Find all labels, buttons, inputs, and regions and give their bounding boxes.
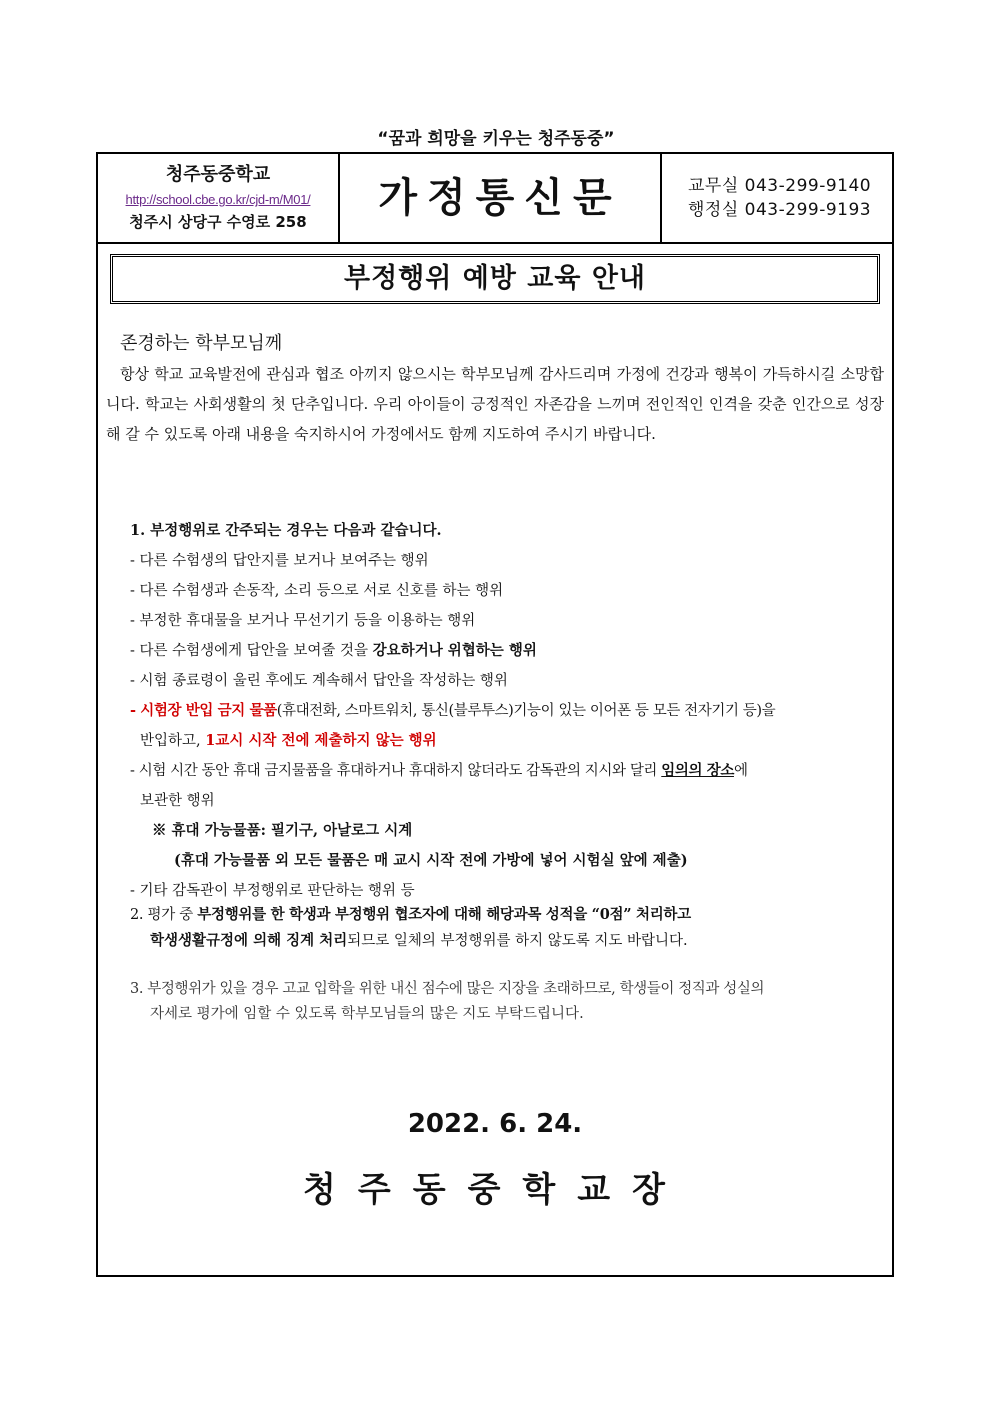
intro-paragraph: 항상 학교 교육발전에 관심과 협조 아끼지 않으시는 학부모님께 감사드리며 가정에 건강과 행복이 가득하시길 소망합니다. 학교는 사회생활의 첫 단추입니다. 우리 아이들이 긍정적인 자존감을 느끼며 전인적인 인격을 갖춘 인간으로 성장해 갈 수 있도록 아래 내용을 숙지하시어 가정에서도 함께 지도하여 주시기 바랍니다. xyxy=(106,365,884,443)
contact-cell xyxy=(662,154,892,242)
section2-text: 평가 중 xyxy=(147,907,198,923)
letterhead xyxy=(98,154,892,244)
list-item-text: 에 xyxy=(733,763,748,779)
newsletter-title-cell xyxy=(340,154,662,242)
newsletter-title: 가정통신문 xyxy=(378,175,622,221)
section2 xyxy=(106,902,884,954)
section3 xyxy=(106,977,884,1027)
school-motto: “꿈과 희망을 키우는 청주동중” xyxy=(377,129,615,149)
list-item: - 시험 종료령이 울린 후에도 계속해서 답안을 작성하는 행위 xyxy=(130,673,508,689)
principal-signature: 청주동중학교장 xyxy=(303,1170,687,1210)
list-item-text: - 시험 시간 동안 휴대 금지물품을 휴대하거나 휴대하지 않더라도 감독관의 지시와 달리 xyxy=(130,763,662,779)
section1-heading: 1. 부정행위로 간주되는 경우는 다음과 같습니다. xyxy=(130,522,442,539)
notice-title-box xyxy=(110,254,880,304)
phone-office: 교무실 043-299-9140 xyxy=(688,176,872,196)
list-item-continuation: 보관한 행위 xyxy=(140,793,215,809)
school-address: 청주시 상당구 수영로 258 xyxy=(129,213,307,231)
list-item xyxy=(106,756,884,786)
section2-emphasis: 부정행위를 한 학생과 부정행위 협조자에 대해 해당과목 성적을 “0점” 처리하고 xyxy=(197,906,691,923)
allowed-items-detail: (휴대 가능물품 외 모든 물품은 매 교시 시작 전에 가방에 넣어 시험실 앞에 제출) xyxy=(174,852,688,869)
list-item: - 부정한 휴대물을 보거나 무선기기 등을 이용하는 행위 xyxy=(130,613,476,629)
school-info-cell xyxy=(98,154,340,242)
notice-title: 부정행위 예방 교육 안내 xyxy=(343,263,647,294)
section2-line1 xyxy=(106,902,884,928)
violation-list xyxy=(106,516,884,906)
salutation: 존경하는 학부모님께 xyxy=(120,333,283,354)
list-item: - 다른 수험생과 손동작, 소리 등으로 서로 신호를 하는 행위 xyxy=(130,583,504,599)
list-item-emphasis: 1교시 시작 전에 제출하지 않는 행위 xyxy=(205,732,437,749)
list-item-text: 반입하고, xyxy=(140,733,206,749)
school-name: 청주동중학교 xyxy=(165,164,271,185)
document-frame xyxy=(96,152,894,1277)
list-item xyxy=(106,696,884,726)
section3-line2: 자세로 평가에 임할 수 있도록 학부모님들의 많은 지도 부탁드립니다. xyxy=(150,1006,584,1022)
list-item: - 다른 수험생의 답안지를 보거나 보여주는 행위 xyxy=(130,553,429,569)
section2-number: 2. xyxy=(130,907,148,923)
phone-admin: 행정실 043-299-9193 xyxy=(688,200,872,220)
list-item-emphasis: 시험장 반입 금지 물품 xyxy=(140,702,277,719)
section2-line2 xyxy=(106,928,884,954)
allowed-items-note: ※ 휴대 가능물품: 필기구, 아날로그 시계 xyxy=(152,822,413,839)
list-item xyxy=(106,636,884,666)
list-item-emphasis: 강요하거나 위협하는 행위 xyxy=(372,642,537,659)
issue-date: 2022. 6. 24. xyxy=(407,1109,583,1139)
list-item-text: (휴대전화, 스마트워치, 통신(블루투스)기능이 있는 이어폰 등 모든 전자기기 등)을 xyxy=(276,703,776,719)
list-item: - 기타 감독관이 부정행위로 판단하는 행위 등 xyxy=(130,883,415,899)
list-item-continuation xyxy=(106,726,884,756)
list-item-dash: - xyxy=(130,702,141,719)
section2-text: 되므로 일체의 부정행위를 하지 않도록 지도 바랍니다. xyxy=(347,933,688,949)
section2-emphasis: 학생생활규정에 의해 징계 처리 xyxy=(150,932,348,949)
list-item-emphasis: 임의의 장소 xyxy=(661,762,734,779)
school-url-link[interactable]: http://school.cbe.go.kr/cjd-m/M01/ xyxy=(125,192,311,207)
section3-line1: 3. 부정행위가 있을 경우 고교 입학을 위한 내신 점수에 많은 지장을 초래하므로, 학생들이 정직과 성실의 xyxy=(130,981,765,997)
list-item-text: - 다른 수험생에게 답안을 보여줄 것을 xyxy=(130,643,373,659)
